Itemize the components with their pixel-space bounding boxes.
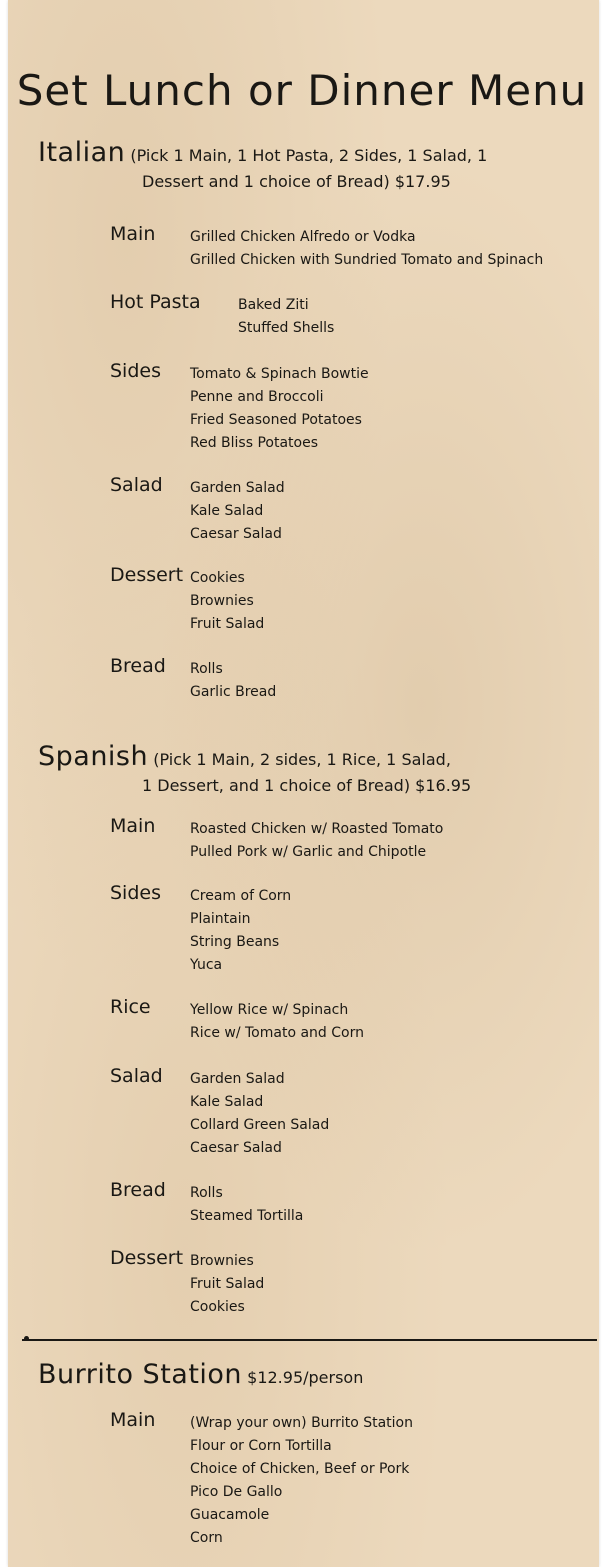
menu-item: Grilled Chicken with Sundried Tomato and Spinach	[190, 252, 544, 268]
italian-dessert-group	[110, 564, 265, 636]
italian-rule-line1: (Pick 1 Main, 1 Hot Pasta, 2 Sides, 1 Salad, 1	[130, 146, 488, 165]
menu-item: Baked Ziti	[238, 297, 309, 313]
menu-item: Guacamole	[190, 1507, 270, 1523]
spanish-main-group	[110, 815, 444, 864]
group-label: Salad	[110, 1065, 163, 1087]
menu-item: Cookies	[190, 570, 245, 586]
italian-section-header	[38, 137, 488, 195]
burrito-section-header	[38, 1359, 364, 1391]
menu-item: Red Bliss Potatoes	[190, 435, 319, 451]
group-label: Main	[110, 223, 156, 245]
italian-bread-group	[110, 655, 277, 704]
menu-item: Yellow Rice w/ Spinach	[190, 1002, 349, 1018]
spanish-dessert-group	[110, 1247, 265, 1319]
group-label: Dessert	[110, 564, 184, 586]
spanish-salad-group	[110, 1065, 330, 1160]
menu-item: Flour or Corn Tortilla	[190, 1438, 332, 1454]
italian-rule-line2: Dessert and 1 choice of Bread) $17.95	[142, 172, 451, 191]
menu-item: Yuca	[190, 957, 223, 973]
spanish-bread-group	[110, 1179, 304, 1228]
spanish-sides-group	[110, 882, 292, 977]
menu-item: Cookies	[190, 1299, 245, 1315]
menu-item: Grilled Chicken Alfredo or Vodka	[190, 229, 416, 245]
menu-item: Plaintain	[190, 911, 251, 927]
group-label: Main	[110, 1409, 156, 1431]
italian-main-group	[110, 223, 544, 272]
menu-item: Kale Salad	[190, 503, 264, 519]
menu-item: Rolls	[190, 1185, 223, 1201]
group-label: Salad	[110, 474, 163, 496]
section-divider	[22, 1339, 597, 1341]
menu-item: Caesar Salad	[190, 1140, 282, 1156]
burrito-main-group	[110, 1409, 413, 1550]
menu-item: Roasted Chicken w/ Roasted Tomato	[190, 821, 444, 837]
burrito-section-name: Burrito Station	[38, 1359, 243, 1390]
group-label: Bread	[110, 1179, 166, 1201]
menu-item: Garlic Bread	[190, 684, 277, 700]
menu-item: Kale Salad	[190, 1094, 264, 1110]
menu-item: Brownies	[190, 1253, 254, 1269]
spanish-section-name: Spanish	[38, 741, 149, 772]
menu-item: Collard Green Salad	[190, 1117, 330, 1133]
spanish-rule-line2: 1 Dessert, and 1 choice of Bread) $16.95	[142, 776, 472, 795]
spanish-rice-group	[110, 996, 364, 1045]
menu-item: Garden Salad	[190, 480, 285, 496]
menu-item: Tomato & Spinach Bowtie	[190, 366, 369, 382]
menu-item: Garden Salad	[190, 1071, 285, 1087]
menu-item: Rolls	[190, 661, 223, 677]
menu-item: Brownies	[190, 593, 254, 609]
menu-item: Fruit Salad	[190, 616, 265, 632]
italian-hot-pasta-group	[110, 291, 335, 340]
spanish-section-header	[38, 741, 472, 799]
italian-section-name: Italian	[38, 137, 126, 168]
menu-item: Penne and Broccoli	[190, 389, 324, 405]
menu-item: Fried Seasoned Potatoes	[190, 412, 362, 428]
menu-item: Steamed Tortilla	[190, 1208, 304, 1224]
menu-item: Fruit Salad	[190, 1276, 265, 1292]
spanish-rule-line1: (Pick 1 Main, 2 sides, 1 Rice, 1 Salad,	[153, 750, 451, 769]
group-label: Bread	[110, 655, 166, 677]
italian-salad-group	[110, 474, 285, 546]
menu-item: Pico De Gallo	[190, 1484, 283, 1500]
group-label: Dessert	[110, 1247, 184, 1269]
menu-item: Choice of Chicken, Beef or Pork	[190, 1461, 410, 1477]
italian-sides-group	[110, 360, 369, 455]
group-label: Sides	[110, 360, 161, 382]
menu-item: String Beans	[190, 934, 280, 950]
menu-item: Rice w/ Tomato and Corn	[190, 1025, 364, 1041]
group-label: Hot Pasta	[110, 291, 201, 313]
menu-item: (Wrap your own) Burrito Station	[190, 1415, 413, 1431]
group-label: Rice	[110, 996, 151, 1018]
group-label: Sides	[110, 882, 161, 904]
burrito-price: $12.95/person	[247, 1368, 364, 1387]
menu-item: Caesar Salad	[190, 526, 282, 542]
menu-title: Set Lunch or Dinner Menu	[16, 66, 588, 115]
group-label: Main	[110, 815, 156, 837]
menu-item: Stuffed Shells	[238, 320, 335, 336]
menu-item: Corn	[190, 1530, 223, 1546]
menu-item: Cream of Corn	[190, 888, 292, 904]
menu-item: Pulled Pork w/ Garlic and Chipotle	[190, 844, 427, 860]
